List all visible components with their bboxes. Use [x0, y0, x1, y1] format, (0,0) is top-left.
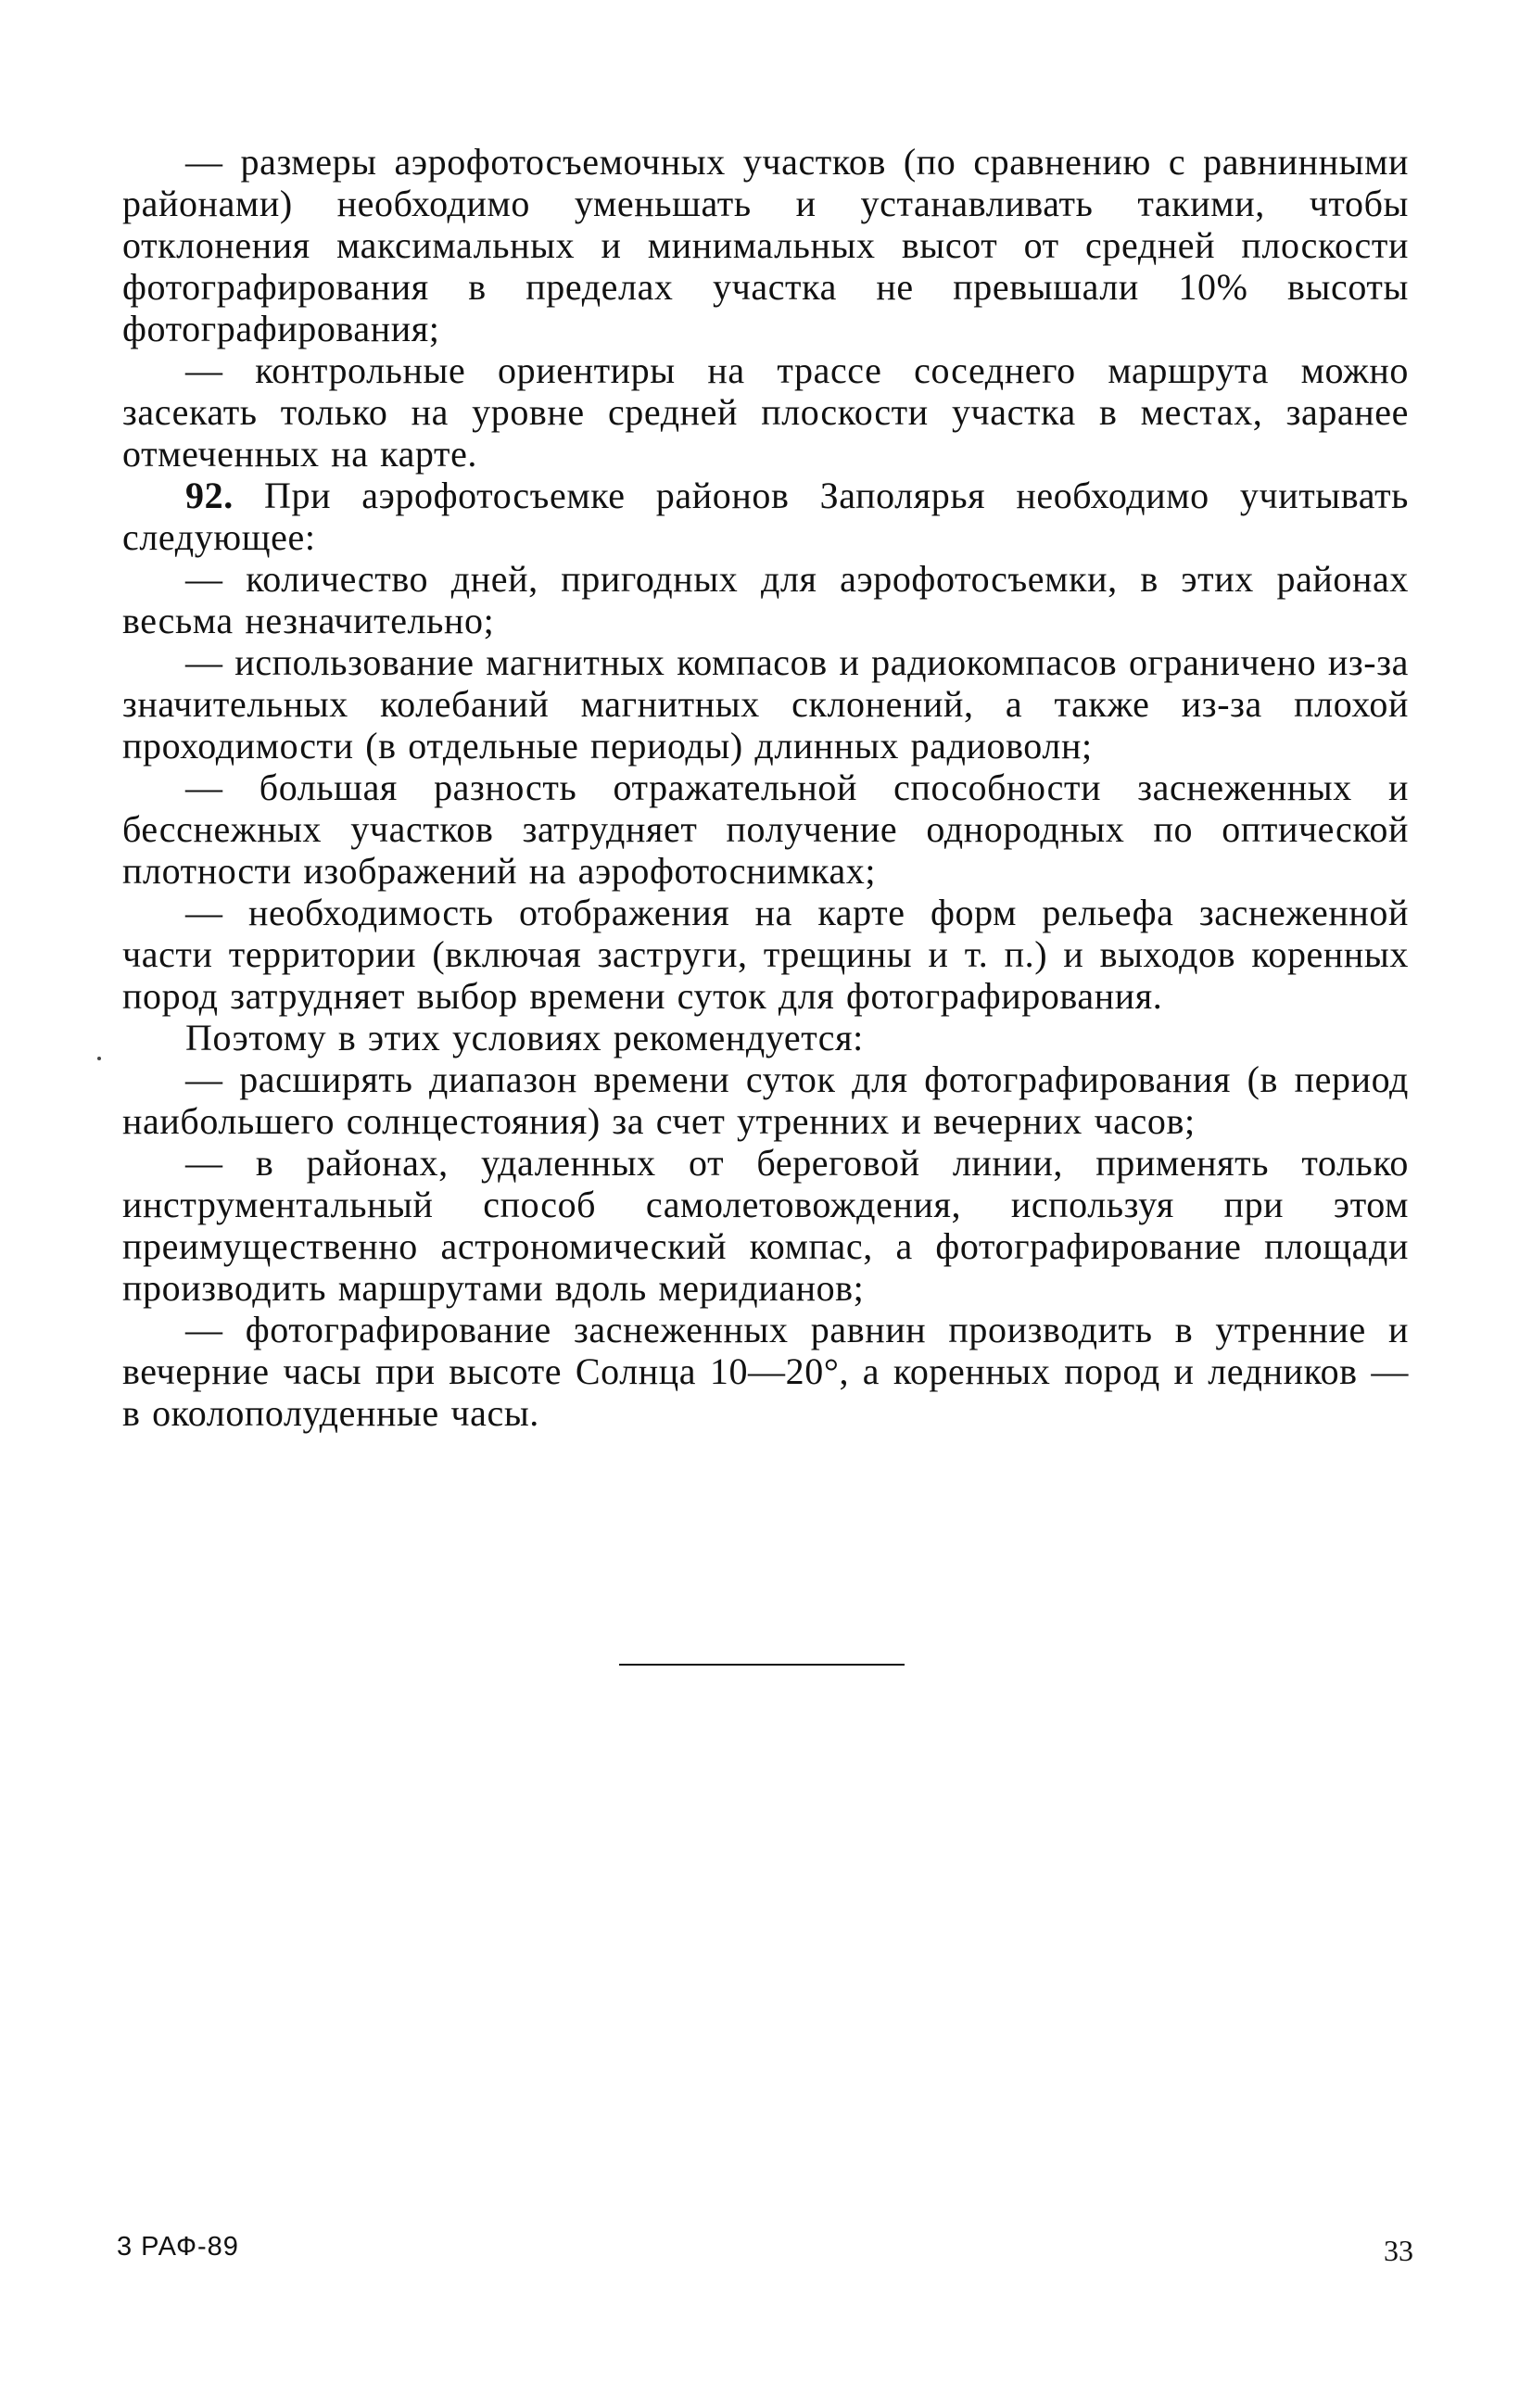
clause-text: При аэрофотосъемке районов Заполярья необходимо учитывать следующее:: [122, 475, 1409, 558]
paragraph-dash-snow-plains: — фотографирование заснеженных равнин производить в утренние и вечерние часы при высоте Солнца 10—20°, а коренных пород и ледников — в околополуденные часы.: [122, 1309, 1409, 1434]
body-text: [122, 141, 1409, 1434]
print-speck: [97, 1057, 101, 1060]
paragraph-dash-reflectance-difference: — большая разность отражательной способности заснеженных и бесснежных участков затрудняет получение однородных по оптической плотности изображений на аэрофотоснимках;: [122, 767, 1409, 892]
paragraph-dash-survey-area-size: — размеры аэрофотосъемочных участков (по сравнению с равнинными районами) необходимо уменьшать и устанавливать такими, чтобы отклонения максимальных и минимальных высот от средней плоскости фотографирования в пределах участка не превышали 10% высоты фотографирования;: [122, 141, 1409, 349]
paragraph-dash-flight-days: — количество дней, пригодных для аэрофотосъемки, в этих районах весьма незначительно;: [122, 558, 1409, 641]
section-end-rule: [619, 1664, 905, 1666]
paragraph-dash-navigation-method: — в районах, удаленных от береговой линии, применять только инструментальный способ самолетовождения, используя при этом преимущественно астрономический компас, а фотографирование площади производить маршрутами вдоль меридианов;: [122, 1142, 1409, 1309]
paragraph-dash-magnetic-compasses: — использование магнитных компасов и радиокомпасов ограничено из-за значительных колебаний магнитных склонений, а также из-за плохой проходимости (в отдельные периоды) длинных радиоволн;: [122, 641, 1409, 767]
footer-signature: 3 РАФ-89: [117, 2232, 239, 2262]
paragraph-recommendations-intro: Поэтому в этих условиях рекомендуется:: [185, 1017, 864, 1058]
paragraph-dash-relief-forms: — необходимость отображения на карте форм рельефа заснеженной части территории (включая заструги, трещины и т. п.) и выходов коренных пород затрудняет выбор времени суток для фотографирования.: [122, 892, 1409, 1017]
paragraph-dash-control-landmarks: — контрольные ориентиры на трассе соседнего маршрута можно засекать только на уровне средней плоскости участка в местах, заранее отмеченных на карте.: [122, 349, 1409, 475]
clause-number: 92.: [185, 475, 234, 516]
paragraph-dash-time-range: — расширять диапазон времени суток для фотографирования (в период наибольшего солнцестояния) за счет утренних и вечерних часов;: [122, 1058, 1409, 1142]
page-number: 33: [1384, 2234, 1413, 2267]
paragraph-clause-92: [122, 475, 1409, 558]
